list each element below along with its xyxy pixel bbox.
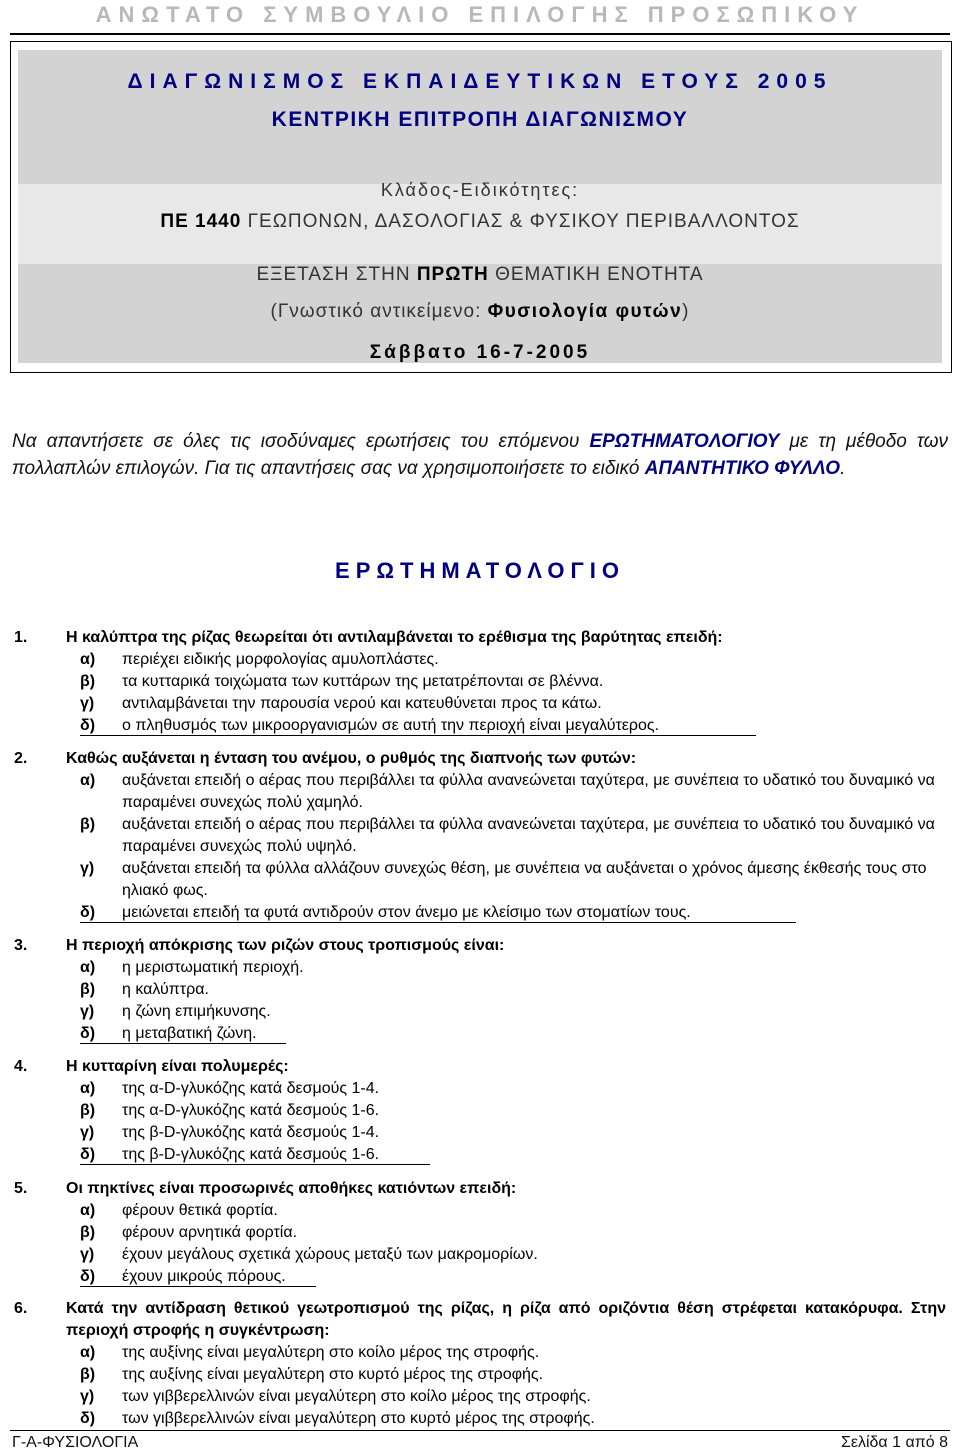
option-text: φέρουν θετικά φορτία. bbox=[122, 1202, 278, 1219]
branch-line bbox=[0, 211, 960, 233]
option-letter: α) bbox=[80, 651, 96, 668]
instructions-paragraph bbox=[12, 428, 948, 482]
option-letter: γ) bbox=[80, 1003, 95, 1020]
question-number: 5. bbox=[14, 1180, 28, 1197]
option-letter: β) bbox=[80, 1224, 96, 1241]
committee-title: ΚΕΝΤΡΙΚΗ ΕΠΙΤΡΟΠΗ ΔΙΑΓΩΝΙΣΜΟΥ bbox=[271, 108, 689, 131]
subject-line bbox=[0, 301, 960, 323]
answer-underline bbox=[80, 1164, 430, 1165]
subject-name: Φυσιολογία φυτών bbox=[487, 301, 683, 322]
footer-code: Γ-Α-ΦΥΣΙΟΛΟΓΙΑ bbox=[12, 1434, 139, 1451]
option-letter: δ) bbox=[80, 1268, 96, 1285]
answer-underline bbox=[80, 1286, 316, 1287]
instructions-emphasis-answer-sheet: ΑΠΑΝΤΗΤΙΚΟ ΦΥΛΛΟ bbox=[644, 458, 841, 479]
question-text: Κατά την αντίδραση θετικού γεωτροπισμού της ρίζας, η ρίζα από οριζόντια θέση στρέφεται κατακόρυφα. Στην περιοχή στροφής η συγκέντρωση: bbox=[66, 1300, 946, 1339]
subject-prefix: (Γνωστικό αντικείμενο: bbox=[270, 301, 482, 322]
question-number: 1. bbox=[14, 629, 28, 646]
instructions-emphasis-questionnaire: ΕΡΩΤΗΜΑΤΟΛΟΓΙΟΥ bbox=[589, 431, 780, 452]
option-letter: δ) bbox=[80, 1146, 96, 1163]
option-letter: α) bbox=[80, 1344, 96, 1361]
option-text: της β-D-γλυκόζης κατά δεσμούς 1-4. bbox=[122, 1124, 380, 1141]
option-text: της α-D-γλυκόζης κατά δεσμούς 1-4. bbox=[122, 1080, 380, 1097]
answer-underline bbox=[80, 1043, 286, 1044]
option-letter: α) bbox=[80, 959, 96, 976]
option-text: φέρουν αρνητικά φορτία. bbox=[122, 1224, 298, 1241]
subject-suffix: ) bbox=[682, 301, 690, 322]
option-text: των γιββερελλινών είναι μεγαλύτερη στο κοίλο μέρος της στροφής. bbox=[122, 1388, 591, 1405]
footer-rule bbox=[10, 1430, 950, 1431]
option-letter: α) bbox=[80, 1080, 96, 1097]
option-letter: δ) bbox=[80, 904, 96, 921]
page-number: Σελίδα 1 από 8 bbox=[840, 1434, 948, 1451]
option-letter: β) bbox=[80, 1366, 96, 1383]
instructions-part1: Να απαντήσετε σε όλες τις ισοδύναμες ερωτήσεις του επόμενου bbox=[12, 431, 580, 452]
option-text: μειώνεται επειδή τα φυτά αντιδρούν στον άνεμο με κλείσιμο των στοματίων τους. bbox=[122, 904, 691, 921]
option-text: αυξάνεται επειδή τα φύλλα αλλάζουν συνεχώς θέση, με συνέπεια να αυξάνεται ο χρόνος άμεσης έκθεσής τους στο ηλιακό φως. bbox=[122, 860, 927, 899]
option-text: η ζώνη επιμήκυνσης. bbox=[122, 1003, 271, 1020]
branch-name: ΓΕΩΠΟΝΩΝ, ΔΑΣΟΛΟΓΙΑΣ & ΦΥΣΙΚΟΥ ΠΕΡΙΒΑΛΛΟΝΤΟΣ bbox=[247, 211, 800, 232]
option-letter: γ) bbox=[80, 1388, 95, 1405]
option-text: των γιββερελλινών είναι μεγαλύτερη στο κυρτό μέρος της στροφής. bbox=[122, 1410, 595, 1427]
option-letter: γ) bbox=[80, 695, 95, 712]
questionnaire-title: ΕΡΩΤΗΜΑΤΟΛΟΓΙΟ bbox=[335, 558, 625, 583]
exam-ordinal: ΠΡΩΤΗ bbox=[416, 264, 489, 285]
option-letter: β) bbox=[80, 981, 96, 998]
branch-label: Κλάδος-Ειδικότητες: bbox=[380, 180, 580, 200]
option-text: της β-D-γλυκόζης κατά δεσμούς 1-6. bbox=[122, 1146, 380, 1163]
option-letter: δ) bbox=[80, 1410, 96, 1427]
instructions-part2: με τη μέθοδο των πολλαπλών επιλογών. Για τις απαντήσεις σας να χρησιμοποιήσετε το ειδικό bbox=[12, 431, 949, 479]
exam-unit-line bbox=[0, 264, 960, 286]
option-text: τα κυτταρικά τοιχώματα των κυττάρων της μετατρέπονται σε βλέννα. bbox=[122, 673, 604, 690]
question-text: Οι πηκτίνες είναι προσωρινές αποθήκες κατιόντων επειδή: bbox=[66, 1180, 517, 1197]
option-letter: β) bbox=[80, 816, 96, 833]
exam-suffix: ΘΕΜΑΤΙΚΗ ΕΝΟΤΗΤΑ bbox=[495, 264, 704, 285]
option-text: έχουν μεγάλους σχετικά χώρους μεταξύ των μακρομορίων. bbox=[122, 1246, 538, 1263]
branch-code: ΠΕ 1440 bbox=[160, 211, 242, 232]
option-letter: β) bbox=[80, 673, 96, 690]
question-text: Η καλύπτρα της ρίζας θεωρείται ότι αντιλαμβάνεται το ερέθισμα της βαρύτητας επειδή: bbox=[66, 629, 723, 646]
question-number: 3. bbox=[14, 937, 28, 954]
option-text: της α-D-γλυκόζης κατά δεσμούς 1-6. bbox=[122, 1102, 380, 1119]
option-letter: β) bbox=[80, 1102, 96, 1119]
option-text: αυξάνεται επειδή ο αέρας που περιβάλλει τα φύλλα ανανεώνεται ταχύτερα, με συνέπεια το υδατικό του δυναμικό να παραμένει συνεχώς πολύ χαμηλό. bbox=[122, 772, 935, 811]
option-letter: α) bbox=[80, 772, 96, 789]
question-text: Καθώς αυξάνεται η ένταση του ανέμου, ο ρυθμός της διαπνοής των φυτών: bbox=[66, 750, 637, 767]
question-text: Η περιοχή απόκρισης των ριζών στους τροπισμούς είναι: bbox=[66, 937, 505, 954]
option-letter: γ) bbox=[80, 860, 95, 877]
option-text: η καλύπτρα. bbox=[122, 981, 209, 998]
option-text: της αυξίνης είναι μεγαλύτερη στο κυρτό μέρος της στροφής. bbox=[122, 1366, 544, 1383]
contest-title: ΔΙΑΓΩΝΙΣΜΟΣ ΕΚΠΑΙΔΕΥΤΙΚΩΝ ΕΤΟΥΣ 2005 bbox=[127, 70, 833, 93]
option-text: ο πληθυσμός των μικροοργανισμών σε αυτή την περιοχή είναι μεγαλύτερος. bbox=[122, 717, 660, 734]
option-text: αντιλαμβάνεται την παρουσία νερού και κατευθύνεται προς τα κάτω. bbox=[122, 695, 602, 712]
organization-title: ΑΝΩΤΑΤΟ ΣΥΜΒΟΥΛΙΟ ΕΠΙΛΟΓΗΣ ΠΡΟΣΩΠΙΚΟΥ bbox=[95, 2, 865, 27]
question-text: Η κυτταρίνη είναι πολυμερές: bbox=[66, 1058, 289, 1075]
option-text: η μεριστωματική περιοχή. bbox=[122, 959, 304, 976]
option-letter: α) bbox=[80, 1202, 96, 1219]
exam-prefix: ΕΞΕΤΑΣΗ ΣΤΗΝ bbox=[256, 264, 411, 285]
exam-date: Σάββατο 16-7-2005 bbox=[369, 342, 591, 363]
header-rule bbox=[10, 33, 950, 35]
answer-underline bbox=[80, 922, 796, 923]
option-text: η μεταβατική ζώνη. bbox=[122, 1025, 257, 1042]
option-text: περιέχει ειδικής μορφολογίας αμυλοπλάστες. bbox=[122, 651, 439, 668]
option-letter: γ) bbox=[80, 1246, 95, 1263]
option-letter: γ) bbox=[80, 1124, 95, 1141]
option-text: της αυξίνης είναι μεγαλύτερη στο κοίλο μέρος της στροφής. bbox=[122, 1344, 540, 1361]
option-letter: δ) bbox=[80, 1025, 96, 1042]
option-text: αυξάνεται επειδή ο αέρας που περιβάλλει τα φύλλα ανανεώνεται ταχύτερα, με συνέπεια το υδατικό του δυναμικό να παραμένει συνεχώς πολύ υψηλό. bbox=[122, 816, 935, 855]
question-number: 2. bbox=[14, 750, 28, 767]
answer-underline bbox=[80, 735, 756, 736]
question-number: 6. bbox=[14, 1300, 28, 1317]
option-letter: δ) bbox=[80, 717, 96, 734]
option-text: έχουν μικρούς πόρους. bbox=[122, 1268, 286, 1285]
instructions-part3: . bbox=[840, 458, 846, 479]
question-number: 4. bbox=[14, 1058, 28, 1075]
